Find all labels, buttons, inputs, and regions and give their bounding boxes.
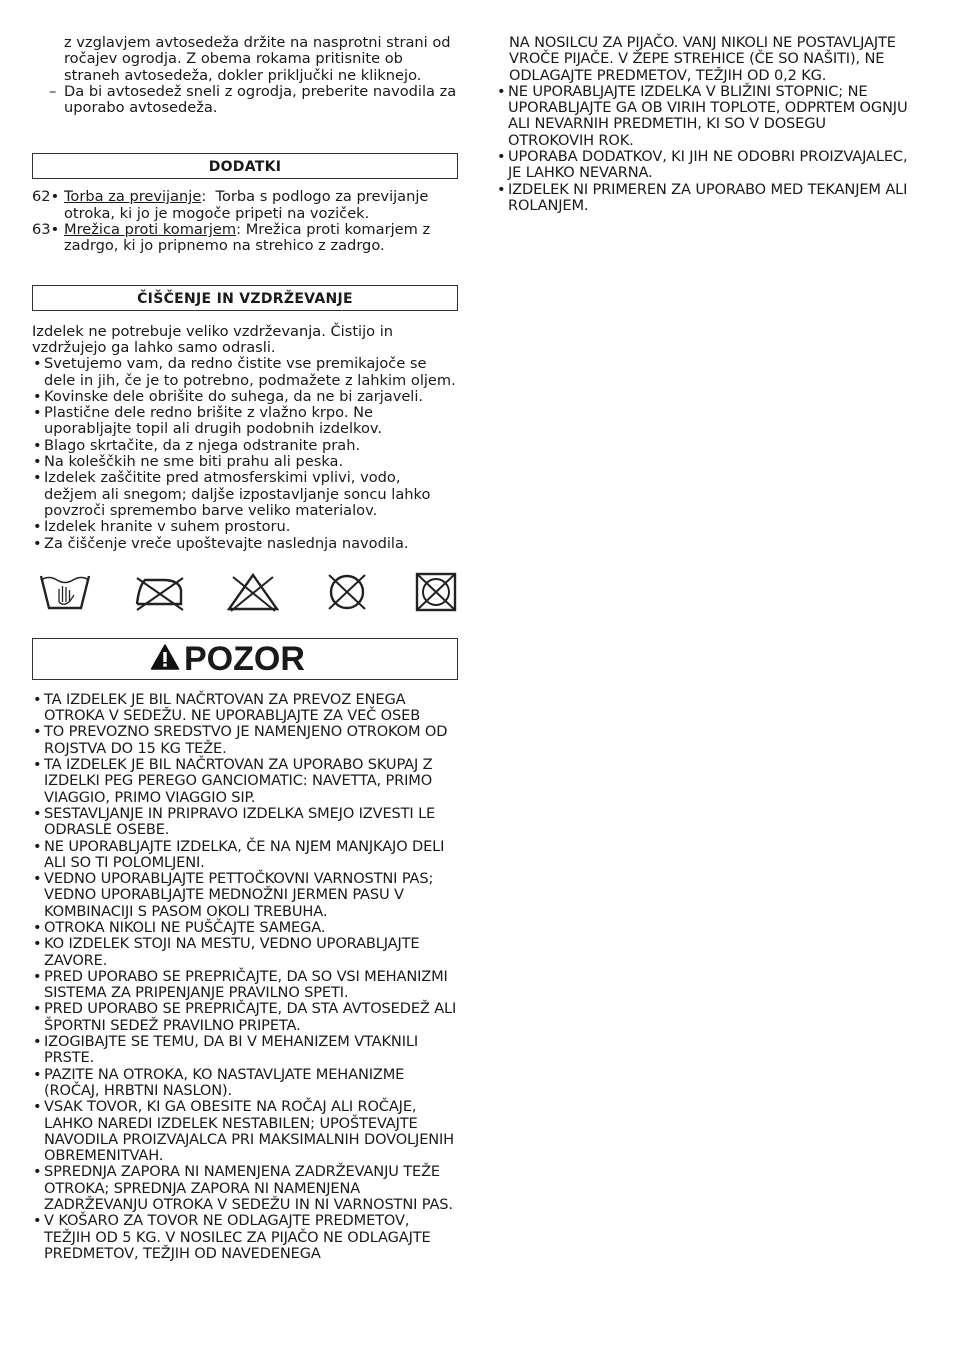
list-item: • Svetujemo vam, da redno čistite vse premikajoče se dele in jih, če je to potrebno, podmažete z lahkim oljem. xyxy=(32,356,458,389)
accessory-item xyxy=(32,189,458,222)
list-item: • IZDELEK NI PRIMEREN ZA UPORABO MED TEKANJEM ALI ROLANJEM. xyxy=(496,182,916,215)
warning-triangle-icon xyxy=(150,643,180,675)
list-item: • Izdelek hranite v suhem prostoru. xyxy=(32,519,458,535)
list-item: • VSAK TOVOR, KI GA OBESITE NA ROČAJ ALI ROČAJE, LAHKO NAREDI IZDELEK NESTABILEN; UPOŠTEVAJTE NAVODILA PROIZVAJALCA PRI MAKSIMALNIH DOVOLJENIH OBREMENITVAH. xyxy=(32,1099,458,1164)
left-column xyxy=(32,35,458,1262)
continuation-text xyxy=(496,35,916,84)
dodatki-heading: DODATKI xyxy=(32,153,458,179)
do-not-dry-clean-icon xyxy=(319,572,375,612)
list-item: • Plastične dele redno brišite z vlažno krpo. Ne uporabljajte topil ali drugih podobnih izdelkov. xyxy=(32,405,458,438)
do-not-iron-icon xyxy=(131,572,187,612)
accessory-text: Mrežica proti komarjem z zadrgo, ki jo pripnemo na strehico z zadrgo. xyxy=(64,221,431,255)
accessory-title: Mrežica proti komarjem xyxy=(64,221,237,239)
list-item: • PAZITE NA OTROKA, KO NASTAVLJATE MEHANIZME (ROČAJ, HRBTNI NASLON). xyxy=(32,1067,458,1100)
do-not-tumble-dry-icon xyxy=(413,572,459,612)
list-item: • Kovinske dele obrišite do suhega, da ne bi zarjaveli. xyxy=(32,389,458,405)
ciscenje-intro: Izdelek ne potrebuje veliko vzdrževanja. Čistijo in vzdržujejo ga lahko samo odrasli. xyxy=(32,322,394,356)
list-item: • SESTAVLJANJE IN PRIPRAVO IZDELKA SMEJO IZVESTI LE ODRASLE OSEBE. xyxy=(32,806,458,839)
dash-marker: – xyxy=(49,82,57,100)
warnings-list xyxy=(32,692,458,1262)
hand-wash-icon xyxy=(37,572,93,612)
ciscenje-heading: ČIŠČENJE IN VZDRŽEVANJE xyxy=(32,285,458,311)
list-item: • NE UPORABLJAJTE IZDELKA, ČE NA NJEM MANJKAJO DELI ALI SO TI POLOMLJENI. xyxy=(32,839,458,872)
pozor-banner xyxy=(32,638,458,680)
list-item: • VEDNO UPORABLJAJTE PETTOČKOVNI VARNOSTNI PAS; VEDNO UPORABLJAJTE MEDNOŽNI JERMEN PASU V KOMBINACIJI S PASOM OKOLI TREBUHA. xyxy=(32,871,458,920)
accessory-number: 62• xyxy=(32,188,60,206)
list-item: • TA IZDELEK JE BIL NAČRTOVAN ZA PREVOZ ENEGA OTROKA V SEDEŽU. NE UPORABLJAJTE ZA VEČ OSEB xyxy=(32,692,458,725)
warnings-list-continued xyxy=(496,35,916,214)
list-item: • TO PREVOZNO SREDSTVO JE NAMENJENO OTROKOM OD ROJSTVA DO 15 KG TEŽE. xyxy=(32,724,458,757)
care-symbols xyxy=(37,572,459,612)
accessory-separator: : xyxy=(236,221,246,239)
do-not-bleach-icon xyxy=(225,572,281,612)
list-item: • Blago skrtačite, da z njega odstranite prah. xyxy=(32,438,458,454)
accessory-number: 63• xyxy=(32,221,60,239)
list-item: • PRED UPORABO SE PREPRIČAJTE, DA STA AVTOSEDEŽ ALI ŠPORTNI SEDEŽ PRAVILNO PRIPETA. xyxy=(32,1001,458,1034)
list-item: • UPORABA DODATKOV, KI JIH NE ODOBRI PROIZVAJALEC, JE LAHKO NEVARNA. xyxy=(496,149,916,182)
accessories-list xyxy=(32,189,458,254)
accessory-separator: : xyxy=(201,188,216,206)
list-item: • PRED UPORABO SE PREPRIČAJTE, DA SO VSI MEHANIZMI SISTEMA ZA PRIPENJANJE PRAVILNO SPETI. xyxy=(32,969,458,1002)
list-item: • OTROKA NIKOLI NE PUŠČAJTE SAMEGA. xyxy=(32,920,458,936)
pozor-title: POZOR xyxy=(184,639,305,678)
list-item: • Na koleščkih ne sme biti prahu ali peska. xyxy=(32,454,458,470)
intro-dash-item xyxy=(32,84,458,117)
list-item: • TA IZDELEK JE BIL NAČRTOVAN ZA UPORABO SKUPAJ Z IZDELKI PEG PEREGO GANCIOMATIC: NAVETTA, PRIMO VIAGGIO, PRIMO VIAGGIO SIP. xyxy=(32,757,458,806)
accessory-title: Torba za previjanje xyxy=(64,188,202,206)
list-item: • Izdelek zaščitite pred atmosferskimi vplivi, vodo, dežjem ali snegom; daljše izpostavljanje soncu lahko povzroči spremembo barve veliko materialov. xyxy=(32,470,458,519)
continuation-span: NA NOSILCU ZA PIJAČO. VANJ NIKOLI NE POSTAVLJAJTE VROČE PIJAČE. V ŽEPE STREHICE (ČE SO NAŠITI), NE ODLAGAJTE PREDMETOV, TEŽJIH OD 0,2 KG. xyxy=(509,34,896,84)
list-item: • V KOŠARO ZA TOVOR NE ODLAGAJTE PREDMETOV, TEŽJIH OD 5 KG. V NOSILEC ZA PIJAČO NE ODLAGAJTE PREDMETOV, TEŽJIH OD NAVEDENEGA xyxy=(32,1213,458,1262)
dash-item-text: Da bi avtosedež sneli z ogrodja, preberite navodila za uporabo avtosedeža. xyxy=(64,82,457,117)
ciscenje-list xyxy=(32,356,458,552)
right-column xyxy=(496,35,916,214)
accessory-item xyxy=(32,222,458,255)
intro-paragraph: z vzglavjem avtosedeža držite na nasprotni strani od ročajev ogrodja. Z obema rokama pritisnite ob straneh avtosedeža, dokler priključki ne kliknejo. xyxy=(64,34,451,84)
list-item: • Za čiščenje vreče upoštevajte naslednja navodila. xyxy=(32,536,458,552)
list-item: • KO IZDELEK STOJI NA MESTU, VEDNO UPORABLJAJTE ZAVORE. xyxy=(32,936,458,969)
list-item: • NE UPORABLJAJTE IZDELKA V BLIŽINI STOPNIC; NE UPORABLJAJTE GA OB VIRIH TOPLOTE, ODPRTEM OGNJU ALI NEVARNIH PREDMETIH, KI SO V DOSEGU OTROKOVIH ROK. xyxy=(496,84,916,149)
accessory-text: Torba s podlogo za previjanje otroka, ki jo je mogoče pripeti na voziček. xyxy=(64,188,429,222)
list-item: • IZOGIBAJTE SE TEMU, DA BI V MEHANIZEM VTAKNILI PRSTE. xyxy=(32,1034,458,1067)
list-item: • SPREDNJA ZAPORA NI NAMENJENA ZADRŽEVANJU TEŽE OTROKA; SPREDNJA ZAPORA NI NAMENJENA ZADRŽEVANJU OTROKA V SEDEŽU IN NI VARNOSTNI PAS. xyxy=(32,1164,458,1213)
